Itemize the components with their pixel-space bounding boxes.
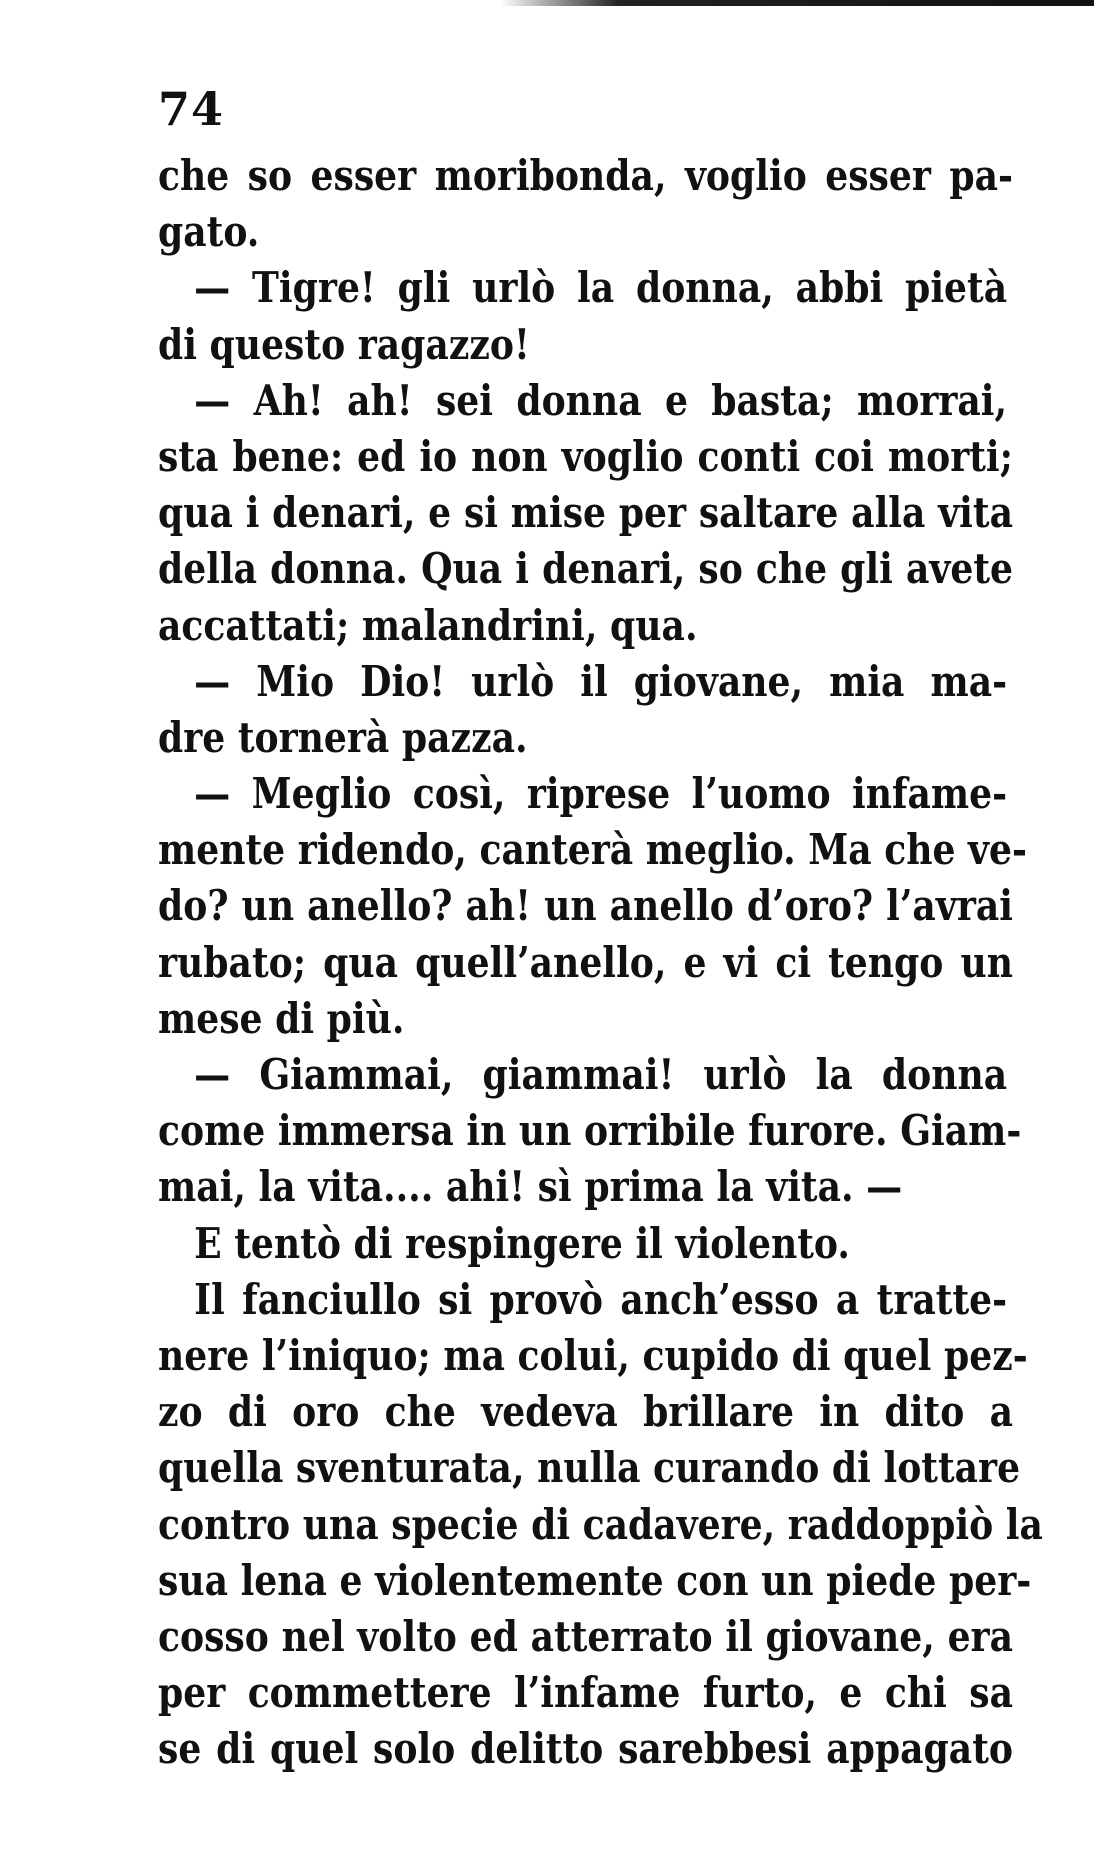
text-line: mente ridendo, canterà meglio. Ma che ve- (158, 825, 1028, 875)
text-line: che so esser moribonda, voglio esser pa- (158, 151, 1013, 200)
text-line: qua i denari, e si mise per saltare alla vita (158, 488, 1013, 538)
text-line: di questo ragazzo! (158, 319, 530, 369)
text-line: nere l’iniquo; ma colui, cupido di quel pez- (158, 1330, 1028, 1380)
text-line: mese di più. (158, 993, 405, 1043)
text-line: — Tigre! gli urlò la donna, abbi pietà (194, 263, 1008, 313)
text-line: — Mio Dio! urlò il giovane, mia ma- (194, 656, 1008, 706)
text-line: come immersa in un orribile furore. Giam- (158, 1106, 1022, 1156)
text-line: per commettere l’infame furto, e chi sa (158, 1668, 1013, 1718)
text-line: — Meglio così, riprese l’uomo infame- (194, 769, 1008, 819)
text-line: do? un anello? ah! un anello d’oro? l’avrai (158, 881, 1013, 931)
text-line: E tentò di respingere il violento. (194, 1218, 850, 1268)
text-line: quella sventurata, nulla curando di lottare (158, 1443, 1021, 1493)
text-line: Il fanciullo si provò anch’esso a tratte- (194, 1274, 1008, 1324)
top-edge-rule (500, 0, 1094, 6)
text-line: dre tornerà pazza. (158, 712, 528, 762)
text-line: della donna. Qua i denari, so che gli avete (158, 544, 1013, 594)
text-line: accattati; malandrini, qua. (158, 600, 698, 650)
text-line: mai, la vita.... ahi! sì prima la vita. — (158, 1162, 903, 1212)
text-line: se di quel solo delitto sarebbesi appagato (158, 1724, 1013, 1774)
page-number: 74 (158, 82, 225, 136)
text-line: zo di oro che vedeva brillare in dito a (158, 1387, 1013, 1437)
text-line: — Ah! ah! sei donna e basta; morrai, (194, 375, 1008, 425)
text-line: — Giammai, giammai! urlò la donna (194, 1050, 1008, 1099)
text-line: sta bene: ed io non voglio conti coi morti; (158, 431, 1013, 481)
text-line: cosso nel volto ed atterrato il giovane, era (158, 1611, 1013, 1661)
text-line: rubato; qua quell’anello, e vi ci tengo un (158, 937, 1013, 987)
text-line: sua lena e violentemente con un piede per- (158, 1555, 1032, 1605)
text-line: contro una specie di cadavere, raddoppiò la (158, 1499, 1043, 1549)
body-text (158, 148, 1043, 1777)
text-line: gato. (158, 207, 260, 257)
